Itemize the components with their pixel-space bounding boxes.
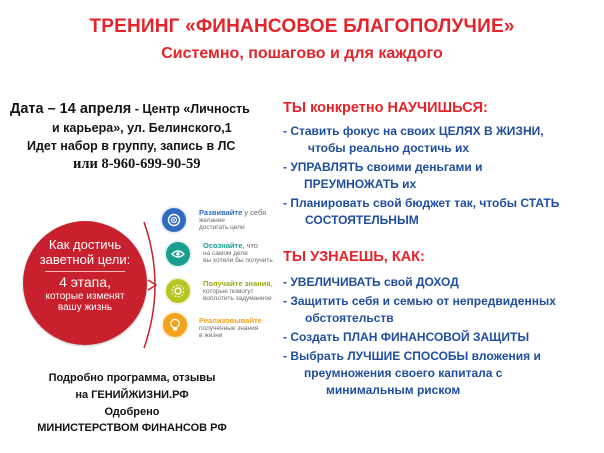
footer-ministry: МИНИСТЕРСТВОМ ФИНАНСОВ РФ [37,422,227,434]
gear-icon [164,277,192,305]
step-text: Получайте знания, которые помогут воплотить задуманное [203,279,273,303]
step-item [164,240,192,268]
step-item [164,277,192,305]
target-icon [160,206,188,234]
step-item [161,311,189,339]
disk-line: 4 этапа, [59,274,111,291]
know-item-cont: обстоятельств [305,311,394,325]
footer-program-note: Подробно программа, отзывы [48,372,216,384]
disk-line: вашу жизнь [57,301,113,313]
learn-item-cont: чтобы реально достичь их [308,141,470,155]
event-date: Дата – 14 апреля [10,101,132,117]
disk-line: заветной цели: [39,251,131,267]
disk-line: которые изменят [45,290,125,302]
event-address: и карьера», ул. Белинского,1 [52,121,232,135]
know-item-cont: минимальным риском [326,383,461,397]
learn-item-cont: СОСТОЯТЕЛЬНЫМ [305,213,419,227]
footer-approved: Одобрено [104,406,160,418]
step-text: Реализовывайте полученные знания в жизни [199,316,262,340]
eye-icon [164,240,192,268]
enrollment-note: Идет набор в группу, запись в ЛС [27,139,236,153]
know-item: - Выбрать ЛУЧШИЕ СПОСОБЫ вложения и [283,349,541,363]
know-item: - Защитить себя и семью от непредвиденных [283,294,556,308]
know-item: - УВЕЛИЧИВАТЬ свой ДОХОД [283,275,459,289]
phone-number: или 8-960-699-90-59 [73,156,201,172]
goal-disk-text [23,238,147,313]
disk-divider [45,271,125,272]
learn-item-cont: ПРЕУМНОЖАТЬ их [304,177,417,191]
learn-item: - Ставить фокус на своих ЦЕЛЯХ В ЖИЗНИ, [283,124,544,138]
page-subtitle: Системно, пошагово и для каждого [161,45,443,62]
step-text: Развивайте у себя желание достигать цели [199,208,267,232]
know-section-title: ТЫ УЗНАЕШЬ, КАК: [283,249,425,265]
learn-item: - Планировать свой бюджет так, чтобы СТАТЬ [283,196,560,210]
learn-item: - УПРАВЛЯТЬ своими деньгами и [283,160,483,174]
event-date-line [10,101,250,117]
disk-line: Как достичь [48,237,122,252]
learn-section-title: ТЫ конкретно НАУЧИШЬСЯ: [283,100,488,116]
event-venue: - Центр «Личность [131,102,250,116]
footer-website: на ГЕНИЙЖИЗНИ.РФ [75,389,189,401]
bulb-icon [161,311,189,339]
know-item-cont: преумножения своего капитала с [304,366,503,380]
know-item: - Создать ПЛАН ФИНАНСОВОЙ ЗАЩИТЫ [283,330,530,344]
step-item [160,206,188,234]
page-title: ТРЕНИНГ «ФИНАНСОВОЕ БЛАГОПОЛУЧИЕ» [89,16,515,37]
step-text: Осознайте, что на самом деле вы хотели бы получить [203,241,273,265]
